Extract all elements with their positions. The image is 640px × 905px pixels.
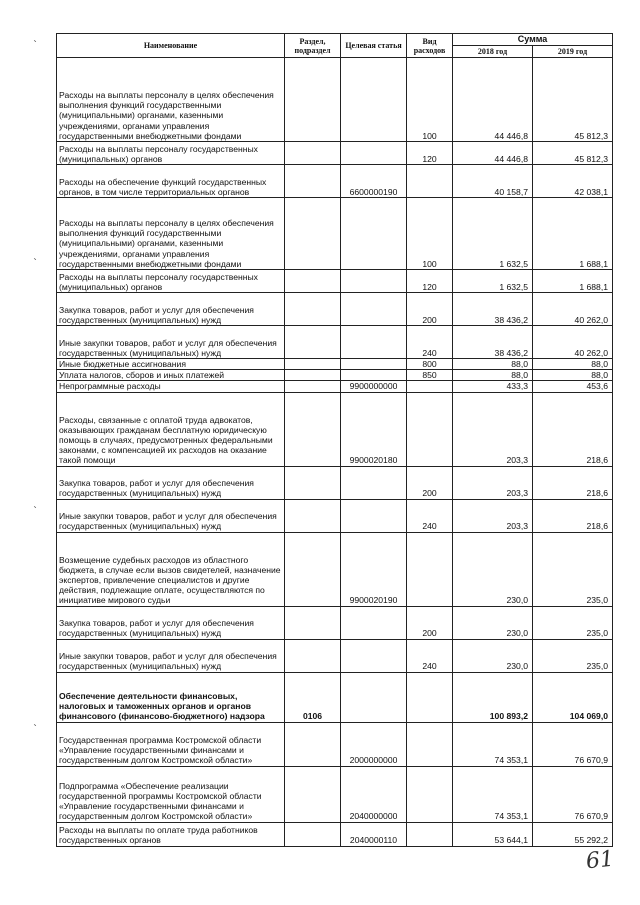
row-target-cell bbox=[341, 370, 407, 381]
row-target-cell: 2000000000 bbox=[341, 722, 407, 766]
row-name-cell: Расходы на выплаты по оплате труда работников государственных органов bbox=[57, 822, 285, 846]
row-section-cell bbox=[285, 381, 341, 392]
row-type-cell bbox=[407, 722, 453, 766]
row-type-cell: 100 bbox=[407, 58, 453, 142]
row-2018-cell: 44 446,8 bbox=[453, 58, 533, 142]
row-section-cell: 0106 bbox=[285, 672, 341, 722]
row-2018-cell: 1 632,5 bbox=[453, 198, 533, 270]
row-2018-cell: 38 436,2 bbox=[453, 326, 533, 359]
row-name-cell: Расходы на выплаты персоналу государственных (муниципальных) органов bbox=[57, 270, 285, 293]
row-name-cell: Иные бюджетные ассигнования bbox=[57, 359, 285, 370]
row-type-cell: 240 bbox=[407, 639, 453, 672]
row-2018-cell: 230,0 bbox=[453, 606, 533, 639]
row-target-cell: 9900000000 bbox=[341, 381, 407, 392]
row-2018-cell: 38 436,2 bbox=[453, 293, 533, 326]
row-section-cell bbox=[285, 466, 341, 499]
row-2018-cell: 1 632,5 bbox=[453, 270, 533, 293]
row-target-cell bbox=[341, 672, 407, 722]
row-type-cell: 240 bbox=[407, 326, 453, 359]
row-type-cell: 200 bbox=[407, 466, 453, 499]
row-name-cell: Непрограммные расходы bbox=[57, 381, 285, 392]
row-name-cell: Расходы на обеспечение функций государственных органов, в том числе территориальных органов bbox=[57, 165, 285, 198]
row-2019-cell: 40 262,0 bbox=[533, 293, 613, 326]
row-2019-cell: 235,0 bbox=[533, 606, 613, 639]
table-row bbox=[57, 270, 613, 293]
row-target-cell bbox=[341, 499, 407, 532]
row-section-cell bbox=[285, 639, 341, 672]
row-type-cell: 100 bbox=[407, 198, 453, 270]
row-2019-cell: 55 292,2 bbox=[533, 822, 613, 846]
row-type-cell bbox=[407, 381, 453, 392]
row-type-cell: 850 bbox=[407, 370, 453, 381]
margin-tick-mark: ` bbox=[33, 506, 38, 517]
row-section-cell bbox=[285, 370, 341, 381]
col-type-header: Вид расходов bbox=[407, 34, 453, 58]
row-2019-cell: 45 812,3 bbox=[533, 58, 613, 142]
row-type-cell: 120 bbox=[407, 270, 453, 293]
row-section-cell bbox=[285, 822, 341, 846]
row-section-cell bbox=[285, 532, 341, 606]
table-row bbox=[57, 766, 613, 822]
row-name-cell: Подпрограмма «Обеспечение реализации государственной программы Костромской области «Управление государственными финансами и государственным долгом Костромской области» bbox=[57, 766, 285, 822]
row-target-cell: 2040000000 bbox=[341, 766, 407, 822]
row-type-cell: 200 bbox=[407, 606, 453, 639]
table-row bbox=[57, 499, 613, 532]
row-type-cell bbox=[407, 165, 453, 198]
col-sum-header: Сумма bbox=[453, 34, 613, 46]
table-row bbox=[57, 326, 613, 359]
row-section-cell bbox=[285, 606, 341, 639]
table-row bbox=[57, 58, 613, 142]
row-2019-cell: 88,0 bbox=[533, 359, 613, 370]
row-section-cell bbox=[285, 142, 341, 165]
row-name-cell: Закупка товаров, работ и услуг для обеспечения государственных (муниципальных) нужд bbox=[57, 293, 285, 326]
row-target-cell bbox=[341, 359, 407, 370]
row-type-cell bbox=[407, 672, 453, 722]
table-row bbox=[57, 381, 613, 392]
page-number: 61 bbox=[584, 846, 616, 875]
table-row bbox=[57, 370, 613, 381]
row-type-cell: 800 bbox=[407, 359, 453, 370]
table-row bbox=[57, 606, 613, 639]
row-target-cell: 6600000190 bbox=[341, 165, 407, 198]
row-section-cell bbox=[285, 499, 341, 532]
table-row bbox=[57, 392, 613, 466]
row-2019-cell: 45 812,3 bbox=[533, 142, 613, 165]
row-2019-cell: 218,6 bbox=[533, 499, 613, 532]
table-row bbox=[57, 639, 613, 672]
table-row bbox=[57, 466, 613, 499]
col-name-header: Наименование bbox=[57, 34, 285, 58]
row-target-cell bbox=[341, 466, 407, 499]
table-row bbox=[57, 293, 613, 326]
row-2019-cell: 76 670,9 bbox=[533, 766, 613, 822]
table-row bbox=[57, 359, 613, 370]
row-type-cell: 120 bbox=[407, 142, 453, 165]
row-2019-cell: 218,6 bbox=[533, 392, 613, 466]
row-name-cell: Закупка товаров, работ и услуг для обеспечения государственных (муниципальных) нужд bbox=[57, 606, 285, 639]
row-type-cell bbox=[407, 766, 453, 822]
table-row bbox=[57, 722, 613, 766]
row-target-cell bbox=[341, 326, 407, 359]
table-body bbox=[57, 58, 613, 847]
row-type-cell bbox=[407, 392, 453, 466]
row-2018-cell: 203,3 bbox=[453, 466, 533, 499]
margin-tick-mark: ` bbox=[33, 258, 38, 269]
row-2018-cell: 100 893,2 bbox=[453, 672, 533, 722]
row-2019-cell: 88,0 bbox=[533, 370, 613, 381]
table-row bbox=[57, 532, 613, 606]
row-target-cell bbox=[341, 293, 407, 326]
row-2018-cell: 40 158,7 bbox=[453, 165, 533, 198]
table-row bbox=[57, 165, 613, 198]
row-section-cell bbox=[285, 359, 341, 370]
row-2019-cell: 1 688,1 bbox=[533, 198, 613, 270]
row-2019-cell: 42 038,1 bbox=[533, 165, 613, 198]
row-section-cell bbox=[285, 326, 341, 359]
row-2018-cell: 53 644,1 bbox=[453, 822, 533, 846]
row-type-cell bbox=[407, 822, 453, 846]
row-target-cell: 9900020180 bbox=[341, 392, 407, 466]
row-name-cell: Расходы, связанные с оплатой труда адвокатов, оказывающих гражданам бесплатную юридическую помощь в случаях, предусмотренных федеральными законами, с компенсацией их расходов на оказание такой помощи bbox=[57, 392, 285, 466]
row-name-cell: Иные закупки товаров, работ и услуг для обеспечения государственных (муниципальных) нужд bbox=[57, 499, 285, 532]
row-target-cell bbox=[341, 198, 407, 270]
row-section-cell bbox=[285, 270, 341, 293]
header-row bbox=[57, 34, 613, 46]
row-2018-cell: 433,3 bbox=[453, 381, 533, 392]
row-2018-cell: 88,0 bbox=[453, 359, 533, 370]
row-name-cell: Иные закупки товаров, работ и услуг для обеспечения государственных (муниципальных) нужд bbox=[57, 639, 285, 672]
row-2019-cell: 40 262,0 bbox=[533, 326, 613, 359]
margin-tick-mark: ` bbox=[33, 724, 38, 735]
row-2019-cell: 235,0 bbox=[533, 532, 613, 606]
col-2018-header: 2018 год bbox=[453, 46, 533, 58]
row-section-cell bbox=[285, 392, 341, 466]
row-section-cell bbox=[285, 722, 341, 766]
col-2019-header: 2019 год bbox=[533, 46, 613, 58]
row-target-cell bbox=[341, 639, 407, 672]
row-section-cell bbox=[285, 198, 341, 270]
row-section-cell bbox=[285, 766, 341, 822]
row-name-cell: Расходы на выплаты персоналу в целях обеспечения выполнения функций государственными (муниципальными) органами, казенными учреждениями, органами управления государственными внебюджетными фондами bbox=[57, 58, 285, 142]
row-type-cell: 240 bbox=[407, 499, 453, 532]
row-2018-cell: 230,0 bbox=[453, 639, 533, 672]
row-2018-cell: 203,3 bbox=[453, 392, 533, 466]
margin-tick-mark: ` bbox=[33, 40, 38, 51]
row-type-cell: 200 bbox=[407, 293, 453, 326]
row-target-cell bbox=[341, 142, 407, 165]
row-name-cell: Расходы на выплаты персоналу в целях обеспечения выполнения функций государственными (муниципальными) органами, казенными учреждениями, органами управления государственными внебюджетными фондами bbox=[57, 198, 285, 270]
table-row bbox=[57, 822, 613, 846]
row-2019-cell: 104 069,0 bbox=[533, 672, 613, 722]
budget-table bbox=[56, 33, 613, 847]
table-row bbox=[57, 198, 613, 270]
row-2018-cell: 74 353,1 bbox=[453, 766, 533, 822]
col-section-header: Раздел, подраздел bbox=[285, 34, 341, 58]
table-row bbox=[57, 142, 613, 165]
row-section-cell bbox=[285, 165, 341, 198]
row-target-cell bbox=[341, 606, 407, 639]
row-2018-cell: 44 446,8 bbox=[453, 142, 533, 165]
row-2019-cell: 453,6 bbox=[533, 381, 613, 392]
row-name-cell: Закупка товаров, работ и услуг для обеспечения государственных (муниципальных) нужд bbox=[57, 466, 285, 499]
row-section-cell bbox=[285, 58, 341, 142]
row-2019-cell: 218,6 bbox=[533, 466, 613, 499]
row-target-cell bbox=[341, 270, 407, 293]
row-2019-cell: 1 688,1 bbox=[533, 270, 613, 293]
row-2018-cell: 74 353,1 bbox=[453, 722, 533, 766]
row-2018-cell: 203,3 bbox=[453, 499, 533, 532]
row-name-cell: Расходы на выплаты персоналу государственных (муниципальных) органов bbox=[57, 142, 285, 165]
row-target-cell: 9900020190 bbox=[341, 532, 407, 606]
row-target-cell: 2040000110 bbox=[341, 822, 407, 846]
row-name-cell: Уплата налогов, сборов и иных платежей bbox=[57, 370, 285, 381]
table-row bbox=[57, 672, 613, 722]
col-target-header: Целевая статья bbox=[341, 34, 407, 58]
row-2018-cell: 88,0 bbox=[453, 370, 533, 381]
row-section-cell bbox=[285, 293, 341, 326]
row-name-cell: Государственная программа Костромской области «Управление государственными финансами и государственным долгом Костромской области» bbox=[57, 722, 285, 766]
row-2019-cell: 235,0 bbox=[533, 639, 613, 672]
row-type-cell bbox=[407, 532, 453, 606]
row-2019-cell: 76 670,9 bbox=[533, 722, 613, 766]
row-name-cell: Обеспечение деятельности финансовых, налоговых и таможенных органов и органов финансового (финансово-бюджетного) надзора bbox=[57, 672, 285, 722]
row-target-cell bbox=[341, 58, 407, 142]
row-2018-cell: 230,0 bbox=[453, 532, 533, 606]
row-name-cell: Возмещение судебных расходов из областного бюджета, в случае если вызов свидетелей, назначение экспертов, привлечение специалистов и другие действия, подлежащие оплате, осуществляются по инициативе мирового судьи bbox=[57, 532, 285, 606]
row-name-cell: Иные закупки товаров, работ и услуг для обеспечения государственных (муниципальных) нужд bbox=[57, 326, 285, 359]
